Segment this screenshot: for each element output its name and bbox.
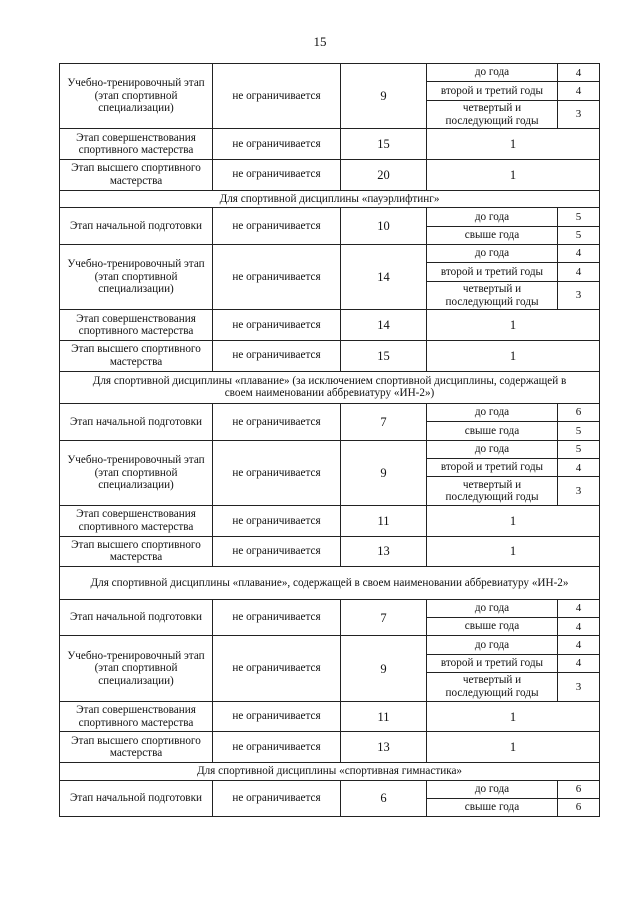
group-value-cell: 1 xyxy=(427,159,600,190)
table-row xyxy=(60,310,600,341)
min-age-cell: 20 xyxy=(341,159,427,190)
min-age-cell: 14 xyxy=(341,244,427,309)
period-value-cell: 5 xyxy=(558,226,600,244)
age-cell: не ограничивается xyxy=(213,440,341,505)
age-cell: не ограничивается xyxy=(213,159,341,190)
table-row xyxy=(60,129,600,160)
period-label-cell: до года xyxy=(427,403,558,421)
period-label-cell: до года xyxy=(427,636,558,654)
age-cell: не ограничивается xyxy=(213,780,341,817)
stage-cell: Этап начальной подготовки xyxy=(60,208,213,245)
stage-cell: Этап высшего спортивного мастерства xyxy=(60,159,213,190)
stage-cell: Учебно-тренировочный этап (этап спортивной специализации) xyxy=(60,636,213,701)
period-label-cell: четвертый и последующий годы xyxy=(427,477,558,506)
age-cell: не ограничивается xyxy=(213,129,341,160)
stage-cell: Этап совершенствования спортивного мастерства xyxy=(60,129,213,160)
period-label-cell: свыше года xyxy=(427,618,558,636)
period-label-cell: свыше года xyxy=(427,798,558,816)
min-age-cell: 6 xyxy=(341,780,427,817)
period-label-cell: второй и третий годы xyxy=(427,654,558,672)
period-value-cell: 4 xyxy=(558,64,600,82)
table-row xyxy=(60,701,600,732)
period-label-cell: второй и третий годы xyxy=(427,82,558,100)
table-row xyxy=(60,159,600,190)
period-value-cell: 3 xyxy=(558,100,600,129)
table-row xyxy=(60,732,600,763)
min-age-cell: 9 xyxy=(341,440,427,505)
age-cell: не ограничивается xyxy=(213,208,341,245)
stage-cell: Учебно-тренировочный этап (этап спортивной специализации) xyxy=(60,64,213,129)
period-label-cell: до года xyxy=(427,440,558,458)
period-value-cell: 5 xyxy=(558,208,600,226)
period-value-cell: 5 xyxy=(558,440,600,458)
section-header-row xyxy=(60,762,600,780)
period-value-cell: 4 xyxy=(558,459,600,477)
table-row xyxy=(60,636,600,654)
period-value-cell: 3 xyxy=(558,477,600,506)
period-label-cell: четвертый и последующий годы xyxy=(427,673,558,702)
period-label-cell: второй и третий годы xyxy=(427,263,558,281)
age-cell: не ограничивается xyxy=(213,732,341,763)
stage-cell: Этап совершенствования спортивного мастерства xyxy=(60,701,213,732)
age-cell: не ограничивается xyxy=(213,536,341,567)
period-value-cell: 4 xyxy=(558,599,600,617)
page-number: 15 xyxy=(313,34,327,49)
min-age-cell: 11 xyxy=(341,701,427,732)
table-row xyxy=(60,244,600,262)
group-value-cell: 1 xyxy=(427,732,600,763)
table-row xyxy=(60,64,600,82)
period-value-cell: 6 xyxy=(558,403,600,421)
period-label-cell: до года xyxy=(427,599,558,617)
period-value-cell: 4 xyxy=(558,654,600,672)
group-value-cell: 1 xyxy=(427,536,600,567)
min-age-cell: 10 xyxy=(341,208,427,245)
min-age-cell: 11 xyxy=(341,506,427,537)
age-cell: не ограничивается xyxy=(213,340,341,371)
period-value-cell: 6 xyxy=(558,780,600,798)
section-title: Для спортивной дисциплины «плавание», содержащей в своем наименовании аббревиатуру «ИН-2» xyxy=(60,567,600,599)
table-row xyxy=(60,340,600,371)
min-age-cell: 9 xyxy=(341,636,427,701)
min-age-cell: 13 xyxy=(341,732,427,763)
period-label-cell: четвертый и последующий годы xyxy=(427,281,558,310)
period-value-cell: 6 xyxy=(558,798,600,816)
period-value-cell: 4 xyxy=(558,244,600,262)
min-age-cell: 7 xyxy=(341,403,427,440)
section-title: Для спортивной дисциплины «плавание» (за исключением спортивной дисциплины, содержащей в своем наименовании аббревиатуру «ИН-2») xyxy=(60,371,600,403)
period-label-cell: свыше года xyxy=(427,422,558,440)
table-row xyxy=(60,506,600,537)
table-row xyxy=(60,440,600,458)
period-value-cell: 4 xyxy=(558,618,600,636)
stage-cell: Этап совершенствования спортивного мастерства xyxy=(60,310,213,341)
period-label-cell: до года xyxy=(427,780,558,798)
period-label-cell: до года xyxy=(427,208,558,226)
group-value-cell: 1 xyxy=(427,129,600,160)
age-cell: не ограничивается xyxy=(213,244,341,309)
period-value-cell: 4 xyxy=(558,263,600,281)
age-cell: не ограничивается xyxy=(213,636,341,701)
group-value-cell: 1 xyxy=(427,506,600,537)
stage-cell: Этап начальной подготовки xyxy=(60,599,213,636)
section-header-row xyxy=(60,567,600,599)
min-age-cell: 15 xyxy=(341,340,427,371)
group-value-cell: 1 xyxy=(427,310,600,341)
document-table-body xyxy=(60,64,600,817)
stage-cell: Этап начальной подготовки xyxy=(60,780,213,817)
age-cell: не ограничивается xyxy=(213,403,341,440)
period-label-cell: до года xyxy=(427,244,558,262)
section-header-row xyxy=(60,371,600,403)
period-label-cell: свыше года xyxy=(427,226,558,244)
min-age-cell: 9 xyxy=(341,64,427,129)
section-title: Для спортивной дисциплины «пауэрлифтинг» xyxy=(60,190,600,208)
period-label-cell: четвертый и последующий годы xyxy=(427,100,558,129)
group-value-cell: 1 xyxy=(427,701,600,732)
period-label-cell: второй и третий годы xyxy=(427,459,558,477)
age-cell: не ограничивается xyxy=(213,701,341,732)
group-value-cell: 1 xyxy=(427,340,600,371)
stage-cell: Этап высшего спортивного мастерства xyxy=(60,732,213,763)
period-value-cell: 4 xyxy=(558,82,600,100)
table-row xyxy=(60,208,600,226)
section-title: Для спортивной дисциплины «спортивная гимнастика» xyxy=(60,762,600,780)
age-cell: не ограничивается xyxy=(213,64,341,129)
table-row xyxy=(60,403,600,421)
table-row xyxy=(60,536,600,567)
period-value-cell: 3 xyxy=(558,281,600,310)
age-cell: не ограничивается xyxy=(213,599,341,636)
age-cell: не ограничивается xyxy=(213,506,341,537)
stage-cell: Учебно-тренировочный этап (этап спортивной специализации) xyxy=(60,440,213,505)
min-age-cell: 15 xyxy=(341,129,427,160)
period-value-cell: 4 xyxy=(558,636,600,654)
stage-cell: Этап начальной подготовки xyxy=(60,403,213,440)
stage-cell: Этап высшего спортивного мастерства xyxy=(60,536,213,567)
document-table xyxy=(59,63,600,817)
period-value-cell: 5 xyxy=(558,422,600,440)
min-age-cell: 14 xyxy=(341,310,427,341)
stage-cell: Учебно-тренировочный этап (этап спортивной специализации) xyxy=(60,244,213,309)
period-value-cell: 3 xyxy=(558,673,600,702)
table-row xyxy=(60,780,600,798)
stage-cell: Этап совершенствования спортивного мастерства xyxy=(60,506,213,537)
period-label-cell: до года xyxy=(427,64,558,82)
min-age-cell: 13 xyxy=(341,536,427,567)
table-row xyxy=(60,599,600,617)
stage-cell: Этап высшего спортивного мастерства xyxy=(60,340,213,371)
min-age-cell: 7 xyxy=(341,599,427,636)
age-cell: не ограничивается xyxy=(213,310,341,341)
section-header-row xyxy=(60,190,600,208)
